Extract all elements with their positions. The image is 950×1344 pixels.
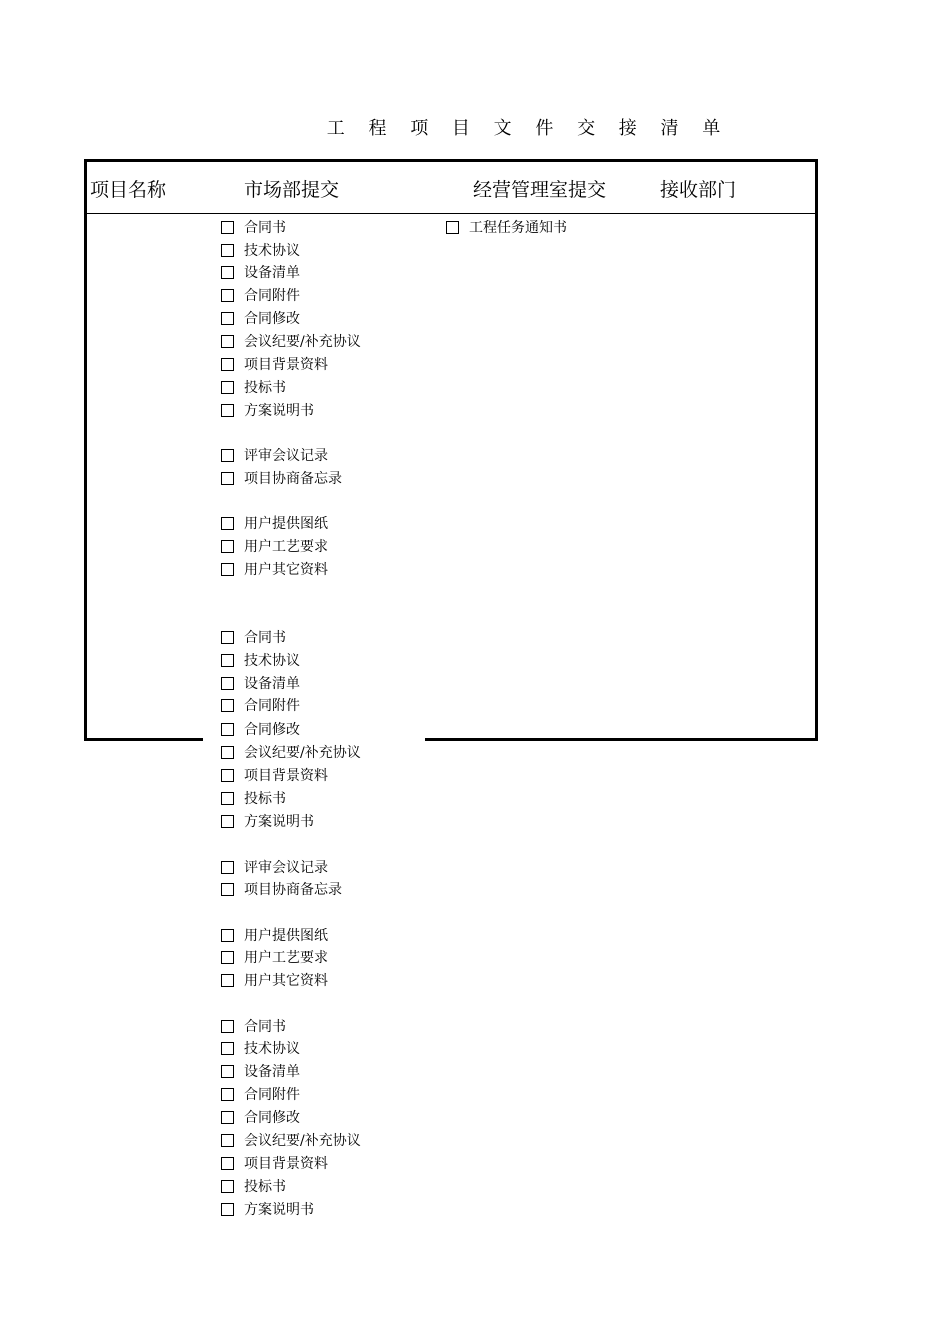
checkbox[interactable] xyxy=(221,769,234,782)
checklist-item-label: 项目背景资料 xyxy=(244,768,328,784)
checkbox[interactable] xyxy=(221,517,234,530)
page-title: 工 程 项 目 文 件 交 接 清 单 xyxy=(326,118,730,139)
checklist-item-label: 方案说明书 xyxy=(244,814,314,830)
checkbox[interactable] xyxy=(221,404,234,417)
header-market-dept: 市场部提交 xyxy=(244,179,340,201)
checkbox[interactable] xyxy=(221,266,234,279)
checklist-item-label: 用户其它资料 xyxy=(244,973,328,989)
checklist-item-label: 用户工艺要求 xyxy=(244,539,328,555)
checklist-item-label: 工程任务通知书 xyxy=(469,220,567,236)
checklist-item-label: 用户提供图纸 xyxy=(244,928,328,944)
checkbox[interactable] xyxy=(221,1042,234,1055)
checkbox[interactable] xyxy=(221,929,234,942)
checklist-item-label: 用户提供图纸 xyxy=(244,516,328,532)
checkbox[interactable] xyxy=(221,815,234,828)
checkbox[interactable] xyxy=(221,792,234,805)
checkbox[interactable] xyxy=(221,631,234,644)
checklist-item-label: 合同修改 xyxy=(244,311,300,327)
checkbox[interactable] xyxy=(221,472,234,485)
checklist-item-label: 项目协商备忘录 xyxy=(244,471,342,487)
checklist-item-label: 投标书 xyxy=(244,791,286,807)
header-business-office: 经营管理室提交 xyxy=(473,179,607,201)
checklist-item-label: 会议纪要/补充协议 xyxy=(244,334,361,350)
checklist-item-label: 评审会议记录 xyxy=(244,860,328,876)
checkbox[interactable] xyxy=(221,221,234,234)
checklist-item-label: 合同书 xyxy=(244,630,286,646)
checkbox[interactable] xyxy=(221,1157,234,1170)
checkbox[interactable] xyxy=(446,221,459,234)
checkbox[interactable] xyxy=(221,723,234,736)
checklist-item-label: 项目背景资料 xyxy=(244,1156,328,1172)
checklist-item-label: 合同修改 xyxy=(244,1110,300,1126)
checklist-item-label: 用户其它资料 xyxy=(244,562,328,578)
table-frame xyxy=(84,159,818,741)
checkbox[interactable] xyxy=(221,654,234,667)
checkbox[interactable] xyxy=(221,312,234,325)
checkbox[interactable] xyxy=(221,1203,234,1216)
checkbox[interactable] xyxy=(221,1134,234,1147)
checkbox[interactable] xyxy=(221,1111,234,1124)
checklist-item-label: 合同修改 xyxy=(244,722,300,738)
checklist-item-label: 项目协商备忘录 xyxy=(244,882,342,898)
checklist-item-label: 投标书 xyxy=(244,1179,286,1195)
checkbox[interactable] xyxy=(221,677,234,690)
checklist-item-label: 方案说明书 xyxy=(244,1202,314,1218)
checklist-item-label: 合同附件 xyxy=(244,288,300,304)
checkbox[interactable] xyxy=(221,1065,234,1078)
checklist-item-label: 会议纪要/补充协议 xyxy=(244,1133,361,1149)
header-divider xyxy=(87,213,815,214)
checklist-item-label: 设备清单 xyxy=(244,676,300,692)
checkbox[interactable] xyxy=(221,1020,234,1033)
header-receiving-dept: 接收部门 xyxy=(660,179,737,201)
checklist-item-label: 评审会议记录 xyxy=(244,448,328,464)
header-project-name: 项目名称 xyxy=(90,179,167,201)
checkbox[interactable] xyxy=(221,699,234,712)
checklist-item-label: 合同书 xyxy=(244,1019,286,1035)
checkbox[interactable] xyxy=(221,1180,234,1193)
checklist-item-label: 技术协议 xyxy=(244,243,300,259)
checklist-item-label: 用户工艺要求 xyxy=(244,950,328,966)
frame-gap xyxy=(203,733,425,743)
checklist-item-label: 项目背景资料 xyxy=(244,357,328,373)
checklist-item-label: 合同附件 xyxy=(244,698,300,714)
checklist-item-label: 技术协议 xyxy=(244,653,300,669)
checkbox[interactable] xyxy=(221,449,234,462)
checklist-item-label: 合同附件 xyxy=(244,1087,300,1103)
checkbox[interactable] xyxy=(221,563,234,576)
checklist-item-label: 设备清单 xyxy=(244,265,300,281)
checklist-item-label: 技术协议 xyxy=(244,1041,300,1057)
checklist-item-label: 方案说明书 xyxy=(244,403,314,419)
checklist-item-label: 设备清单 xyxy=(244,1064,300,1080)
checklist-item-label: 会议纪要/补充协议 xyxy=(244,745,361,761)
checkbox[interactable] xyxy=(221,861,234,874)
checkbox[interactable] xyxy=(221,974,234,987)
checkbox[interactable] xyxy=(221,358,234,371)
checklist-item-label: 投标书 xyxy=(244,380,286,396)
checkbox[interactable] xyxy=(221,951,234,964)
checkbox[interactable] xyxy=(221,335,234,348)
checkbox[interactable] xyxy=(221,381,234,394)
checkbox[interactable] xyxy=(221,746,234,759)
checkbox[interactable] xyxy=(221,1088,234,1101)
checkbox[interactable] xyxy=(221,540,234,553)
checkbox[interactable] xyxy=(221,883,234,896)
checkbox[interactable] xyxy=(221,244,234,257)
checkbox[interactable] xyxy=(221,289,234,302)
checklist-item-label: 合同书 xyxy=(244,220,286,236)
